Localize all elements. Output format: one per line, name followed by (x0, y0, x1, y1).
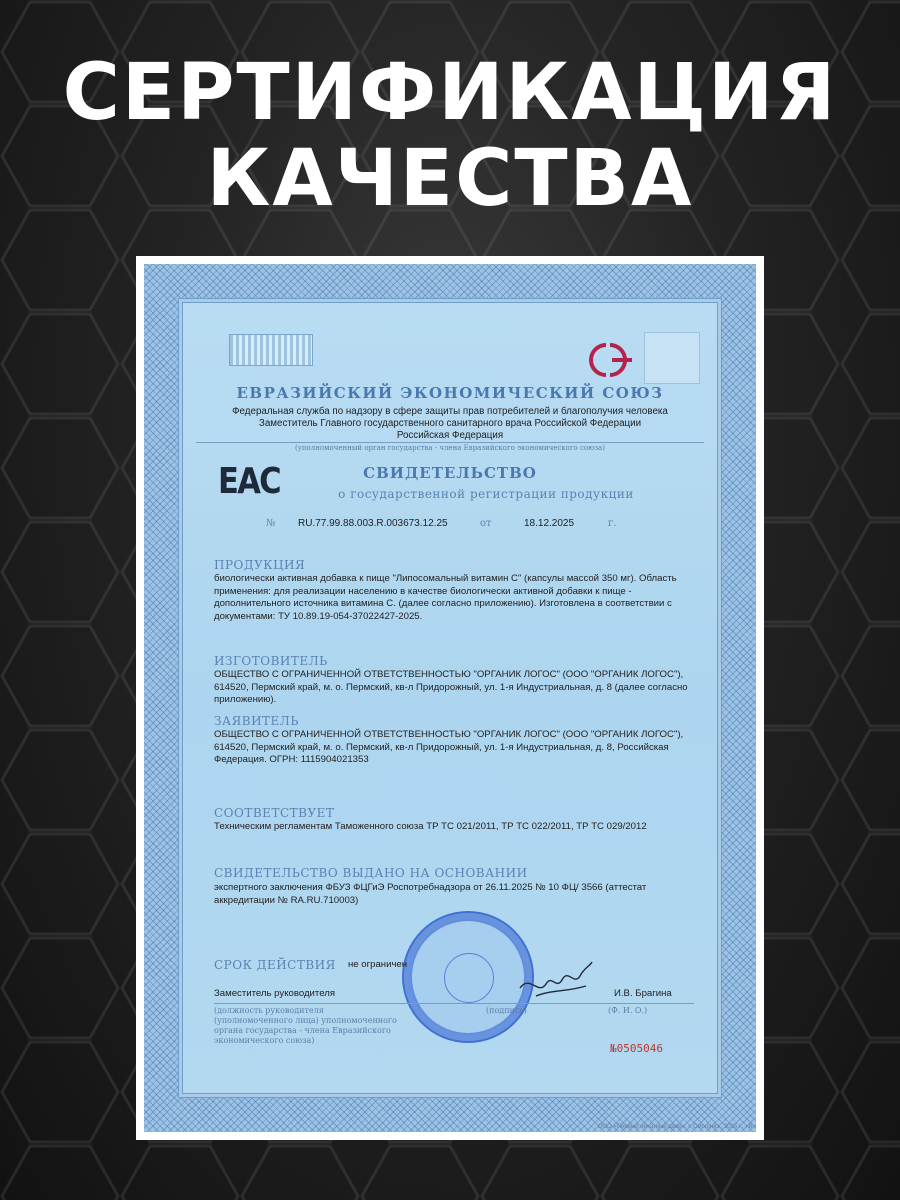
fio-caption: (Ф. И. О.) (608, 1006, 648, 1015)
applicant-text: ОБЩЕСТВО С ОГРАНИЧЕННОЙ ОТВЕТСТВЕННОСТЬЮ "ОРГАНИК ЛОГОС" (ООО "ОРГАНИК ЛОГОС"), 614520, Пермский край, м. о. Пермский, кв-л Придорожный, ул. 1-я Индустриальная, д. 8, Российская Федерация. ОГРН: 1115904021353 (214, 729, 684, 766)
signature-rule (214, 1003, 694, 1004)
authority-block (196, 406, 704, 442)
stamp-icon (402, 911, 534, 1043)
basis-label: СВИДЕТЕЛЬСТВО ВЫДАНО НА ОСНОВАНИИ (214, 866, 528, 880)
document-subtitle: о государственной регистрации продукции (338, 487, 634, 501)
conforms-label: СООТВЕТСТВУЕТ (214, 806, 335, 820)
printer-note: ООО «Первый печатный двор», г. Смоленск, 2025 г., «В» (597, 1124, 756, 1130)
product-text: биологически активная добавка к пище "Липосомальный витамин С" (капсулы массой 350 мг). Область применения: для реализации населению в качестве биологически активной добавки к пище - дополнительного источника витамина С. (далее согласно приложению). Изготовлена в соответствии с документами: ТУ 10.89.19-054-37022427-2025. (214, 573, 677, 622)
conforms-text: Техническим регламентам Таможенного союза ТР ТС 021/2011, ТР ТС 022/2011, ТР ТС 029/2012 (214, 821, 647, 832)
certificate-number: RU.77.99.88.003.R.003673.12.25 (298, 518, 448, 529)
applicant-label: ЗАЯВИТЕЛЬ (214, 714, 299, 728)
authority-caption: (уполномоченный орган государства - члена Евразийского экономического союза) (196, 442, 704, 453)
signature-caption: (подпись) (486, 1006, 527, 1015)
headline-line-2: КАЧЕСТВА (206, 134, 694, 224)
signer-name: И.В. Брагина (614, 988, 672, 999)
union-title: ЕВРАЗИЙСКИЙ ЭКОНОМИЧЕСКИЙ СОЮЗ (236, 384, 664, 402)
document-title: СВИДЕТЕЛЬСТВО (363, 464, 537, 482)
basis-text: экспертного заключения ФБУЗ ФЦГиЭ Роспотребнадзора от 26.11.2025 № 10 ФЦ/ 3566 (аттестат аккредитации № RA.RU.710003) (214, 882, 647, 906)
validity-label: СРОК ДЕЙСТВИЯ (214, 958, 336, 972)
date-suffix: г. (608, 518, 617, 529)
authority-line-2: Заместитель Главного государственного санитарного врача Российской Федерации (258, 418, 642, 429)
signer-role: Заместитель руководителя (214, 988, 336, 999)
signature-icon (516, 956, 596, 1006)
headline (0, 50, 900, 222)
eac-mark-text: ЕАС (218, 461, 280, 502)
manufacturer-text: ОБЩЕСТВО С ОГРАНИЧЕННОЙ ОТВЕТСТВЕННОСТЬЮ "ОРГАНИК ЛОГОС" (ООО "ОРГАНИК ЛОГОС"), 614520, Пермский край, м. о. Пермский, кв-л Придорожный, ул. 1-я Индустриальная, д. 8 (далее согласно приложению). (214, 669, 688, 706)
certificate (136, 256, 764, 1140)
date-prefix: от (480, 518, 492, 529)
authority-line-3: Российская Федерация (396, 430, 504, 441)
authority-line-1: Федеральная служба по надзору в сфере защиты прав потребителей и благополучия человека (232, 406, 668, 417)
product-label: ПРОДУКЦИЯ (214, 558, 306, 572)
footer-caption: (должность руководителя (уполномоченного лица) уполномоченного органа государства - члена Евразийского экономического союза) (214, 1006, 397, 1045)
certificate-date: 18.12.2025 (524, 518, 575, 529)
validity-value: не ограничен (348, 959, 408, 970)
se-logo-icon (576, 340, 640, 380)
serial-number: №0505046 (610, 1042, 663, 1055)
number-prefix: № (266, 518, 276, 529)
manufacturer-label: ИЗГОТОВИТЕЛЬ (214, 654, 328, 668)
hologram-icon (229, 334, 313, 366)
stamp-emblem (444, 953, 494, 1003)
logo-panel (644, 332, 700, 384)
headline-line-1: СЕРТИФИКАЦИЯ (62, 48, 838, 138)
number-row (266, 518, 736, 534)
